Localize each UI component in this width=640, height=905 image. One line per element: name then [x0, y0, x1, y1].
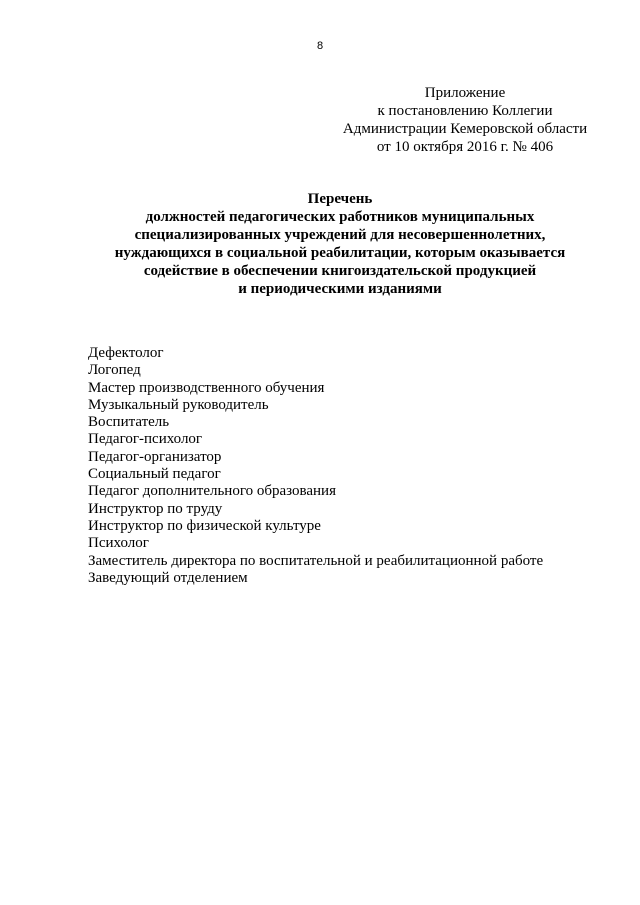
list-item: Заведующий отделением — [88, 569, 248, 586]
appendix-line: к постановлению Коллегии — [377, 103, 553, 119]
list-item: Воспитатель — [88, 414, 170, 431]
list-item: Логопед — [88, 362, 141, 379]
list-item: Психолог — [88, 535, 149, 552]
title-line: специализированных учреждений для несовершеннолетних, — [134, 227, 546, 243]
page-number: 8 — [316, 40, 324, 52]
title-line: содействие в обеспечении книгоиздательской продукцией — [143, 263, 537, 279]
list-item: Дефектолог — [88, 345, 164, 361]
list-item: Заместитель директора по воспитательной и реабилитационной работе — [88, 552, 544, 569]
appendix-line: Администрации Кемеровской области — [342, 121, 588, 137]
appendix-line: Приложение — [424, 85, 506, 101]
title-line: и периодическими изданиями — [238, 281, 442, 297]
list-item: Мастер производственного обучения — [88, 379, 325, 396]
document-title — [60, 190, 620, 298]
list-item: Инструктор по физической культуре — [88, 517, 321, 534]
positions-list — [88, 345, 608, 587]
list-item: Педагог дополнительного образования — [88, 483, 336, 500]
list-item: Инструктор по труду — [88, 500, 223, 517]
title-heading: Перечень — [307, 191, 373, 207]
list-item: Педагог-психолог — [88, 431, 203, 448]
appendix-line: от 10 октября 2016 г. № 406 — [376, 139, 554, 155]
list-item: Социальный педагог — [88, 466, 221, 483]
appendix-block — [330, 84, 600, 156]
title-line: должностей педагогических работников муниципальных — [145, 209, 535, 225]
title-line: нуждающихся в социальной реабилитации, которым оказывается — [114, 245, 566, 261]
list-item: Педагог-организатор — [88, 448, 222, 465]
list-item: Музыкальный руководитель — [88, 396, 269, 413]
